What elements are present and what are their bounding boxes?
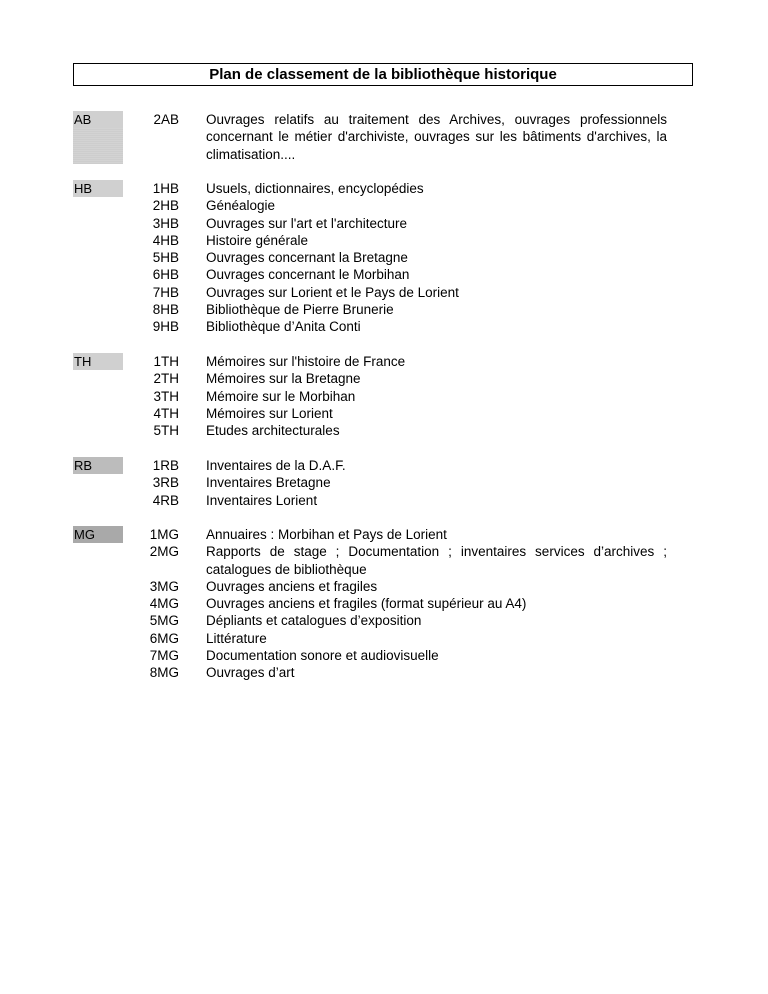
list-item [73,578,693,595]
list-item [73,232,693,249]
section-rows [73,180,693,336]
section-rows [73,353,693,439]
list-item [73,284,693,301]
class-description: Dépliants et catalogues d’exposition [206,613,422,629]
class-code: 7MG [149,648,179,664]
section-rows [73,111,693,163]
class-code: 1RB [152,458,179,473]
class-description: Ouvrages concernant la Bretagne [206,250,408,266]
class-description: Mémoires sur Lorient [206,405,333,421]
class-description: Ouvrages anciens et fragiles (format supérieur au A4) [206,596,527,612]
class-code: 4TH [153,405,179,421]
class-description: Ouvrages sur Lorient et le Pays de Lorient [206,284,459,300]
class-description: Mémoires sur l'histoire de France [206,354,406,369]
class-code: 4HB [152,232,179,248]
page-title: Plan de classement de la bibliothèque historique [73,63,693,86]
class-description: Rapports de stage ; Documentation ; inventaires services d’archives ; catalogues de bibliothèque [206,544,667,577]
class-code: 3HB [152,215,179,231]
class-description: Annuaires : Morbihan et Pays de Lorient [206,527,447,542]
class-description: Ouvrages anciens et fragiles [206,578,378,594]
list-item [73,388,693,405]
class-description: Etudes architecturales [206,423,340,439]
class-description: Usuels, dictionnaires, encyclopédies [206,181,424,196]
class-code: 3TH [153,388,179,404]
class-code: 3MG [149,578,179,594]
class-description: Inventaires de la D.A.F. [206,458,346,473]
list-item [73,249,693,266]
class-code: 4RB [152,492,179,508]
class-code: 2HB [152,198,179,214]
list-item [73,215,693,232]
class-code: 9HB [152,319,179,335]
class-code: 8HB [152,302,179,318]
list-item [73,474,693,491]
list-item [73,318,693,335]
class-description: Histoire générale [206,232,309,248]
section-tag-label: AB [74,112,92,127]
list-item [73,630,693,647]
class-description: Généalogie [206,198,276,214]
list-item [73,266,693,283]
list-item [73,595,693,612]
section-tag-label: MG [74,527,95,542]
class-code: 4MG [149,596,179,612]
list-item [73,353,693,370]
list-item [73,370,693,387]
section-rows [73,457,693,509]
list-item [73,457,693,474]
class-code: 6HB [152,267,179,283]
section-tag-label: HB [74,181,93,196]
list-item [73,543,693,578]
class-description: Ouvrages relatifs au traitement des Archives, ouvrages professionnels concernant le métier d'archiviste, ouvrages sur les bâtiments d'archives, la climatisation.... [206,112,667,162]
class-code: 6MG [149,630,179,646]
class-code: 5MG [149,613,179,629]
class-code: 1MG [149,527,179,542]
list-item [73,405,693,422]
class-code: 2AB [153,112,179,127]
class-description: Littérature [206,630,267,646]
class-description: Bibliothèque de Pierre Brunerie [206,302,394,318]
class-description: Inventaires Bretagne [206,475,331,491]
list-item [73,526,693,543]
class-description: Ouvrages concernant le Morbihan [206,267,410,283]
class-code: 2MG [149,544,179,560]
list-item [73,301,693,318]
list-item [73,664,693,681]
class-code: 5HB [152,250,179,266]
list-item [73,180,693,197]
section-rows [73,526,693,682]
list-item [73,111,693,163]
list-item [73,197,693,214]
list-item [73,492,693,509]
class-code: 2TH [153,371,179,387]
section-tag-label: TH [74,354,92,369]
list-item [73,422,693,439]
list-item [73,612,693,629]
class-code: 1HB [152,181,179,196]
class-description: Ouvrages sur l'art et l'architecture [206,215,407,231]
class-description: Mémoire sur le Morbihan [206,388,356,404]
list-item [73,647,693,664]
class-code: 3RB [152,475,179,491]
class-description: Ouvrages d’art [206,665,295,681]
class-description: Mémoires sur la Bretagne [206,371,361,387]
section-tag-label: RB [74,458,93,473]
class-description: Inventaires Lorient [206,492,318,508]
class-code: 8MG [149,665,179,681]
class-code: 5TH [153,423,179,439]
class-code: 1TH [153,354,179,369]
class-description: Bibliothèque d’Anita Conti [206,319,361,335]
class-code: 7HB [152,284,179,300]
class-description: Documentation sonore et audiovisuelle [206,648,439,664]
